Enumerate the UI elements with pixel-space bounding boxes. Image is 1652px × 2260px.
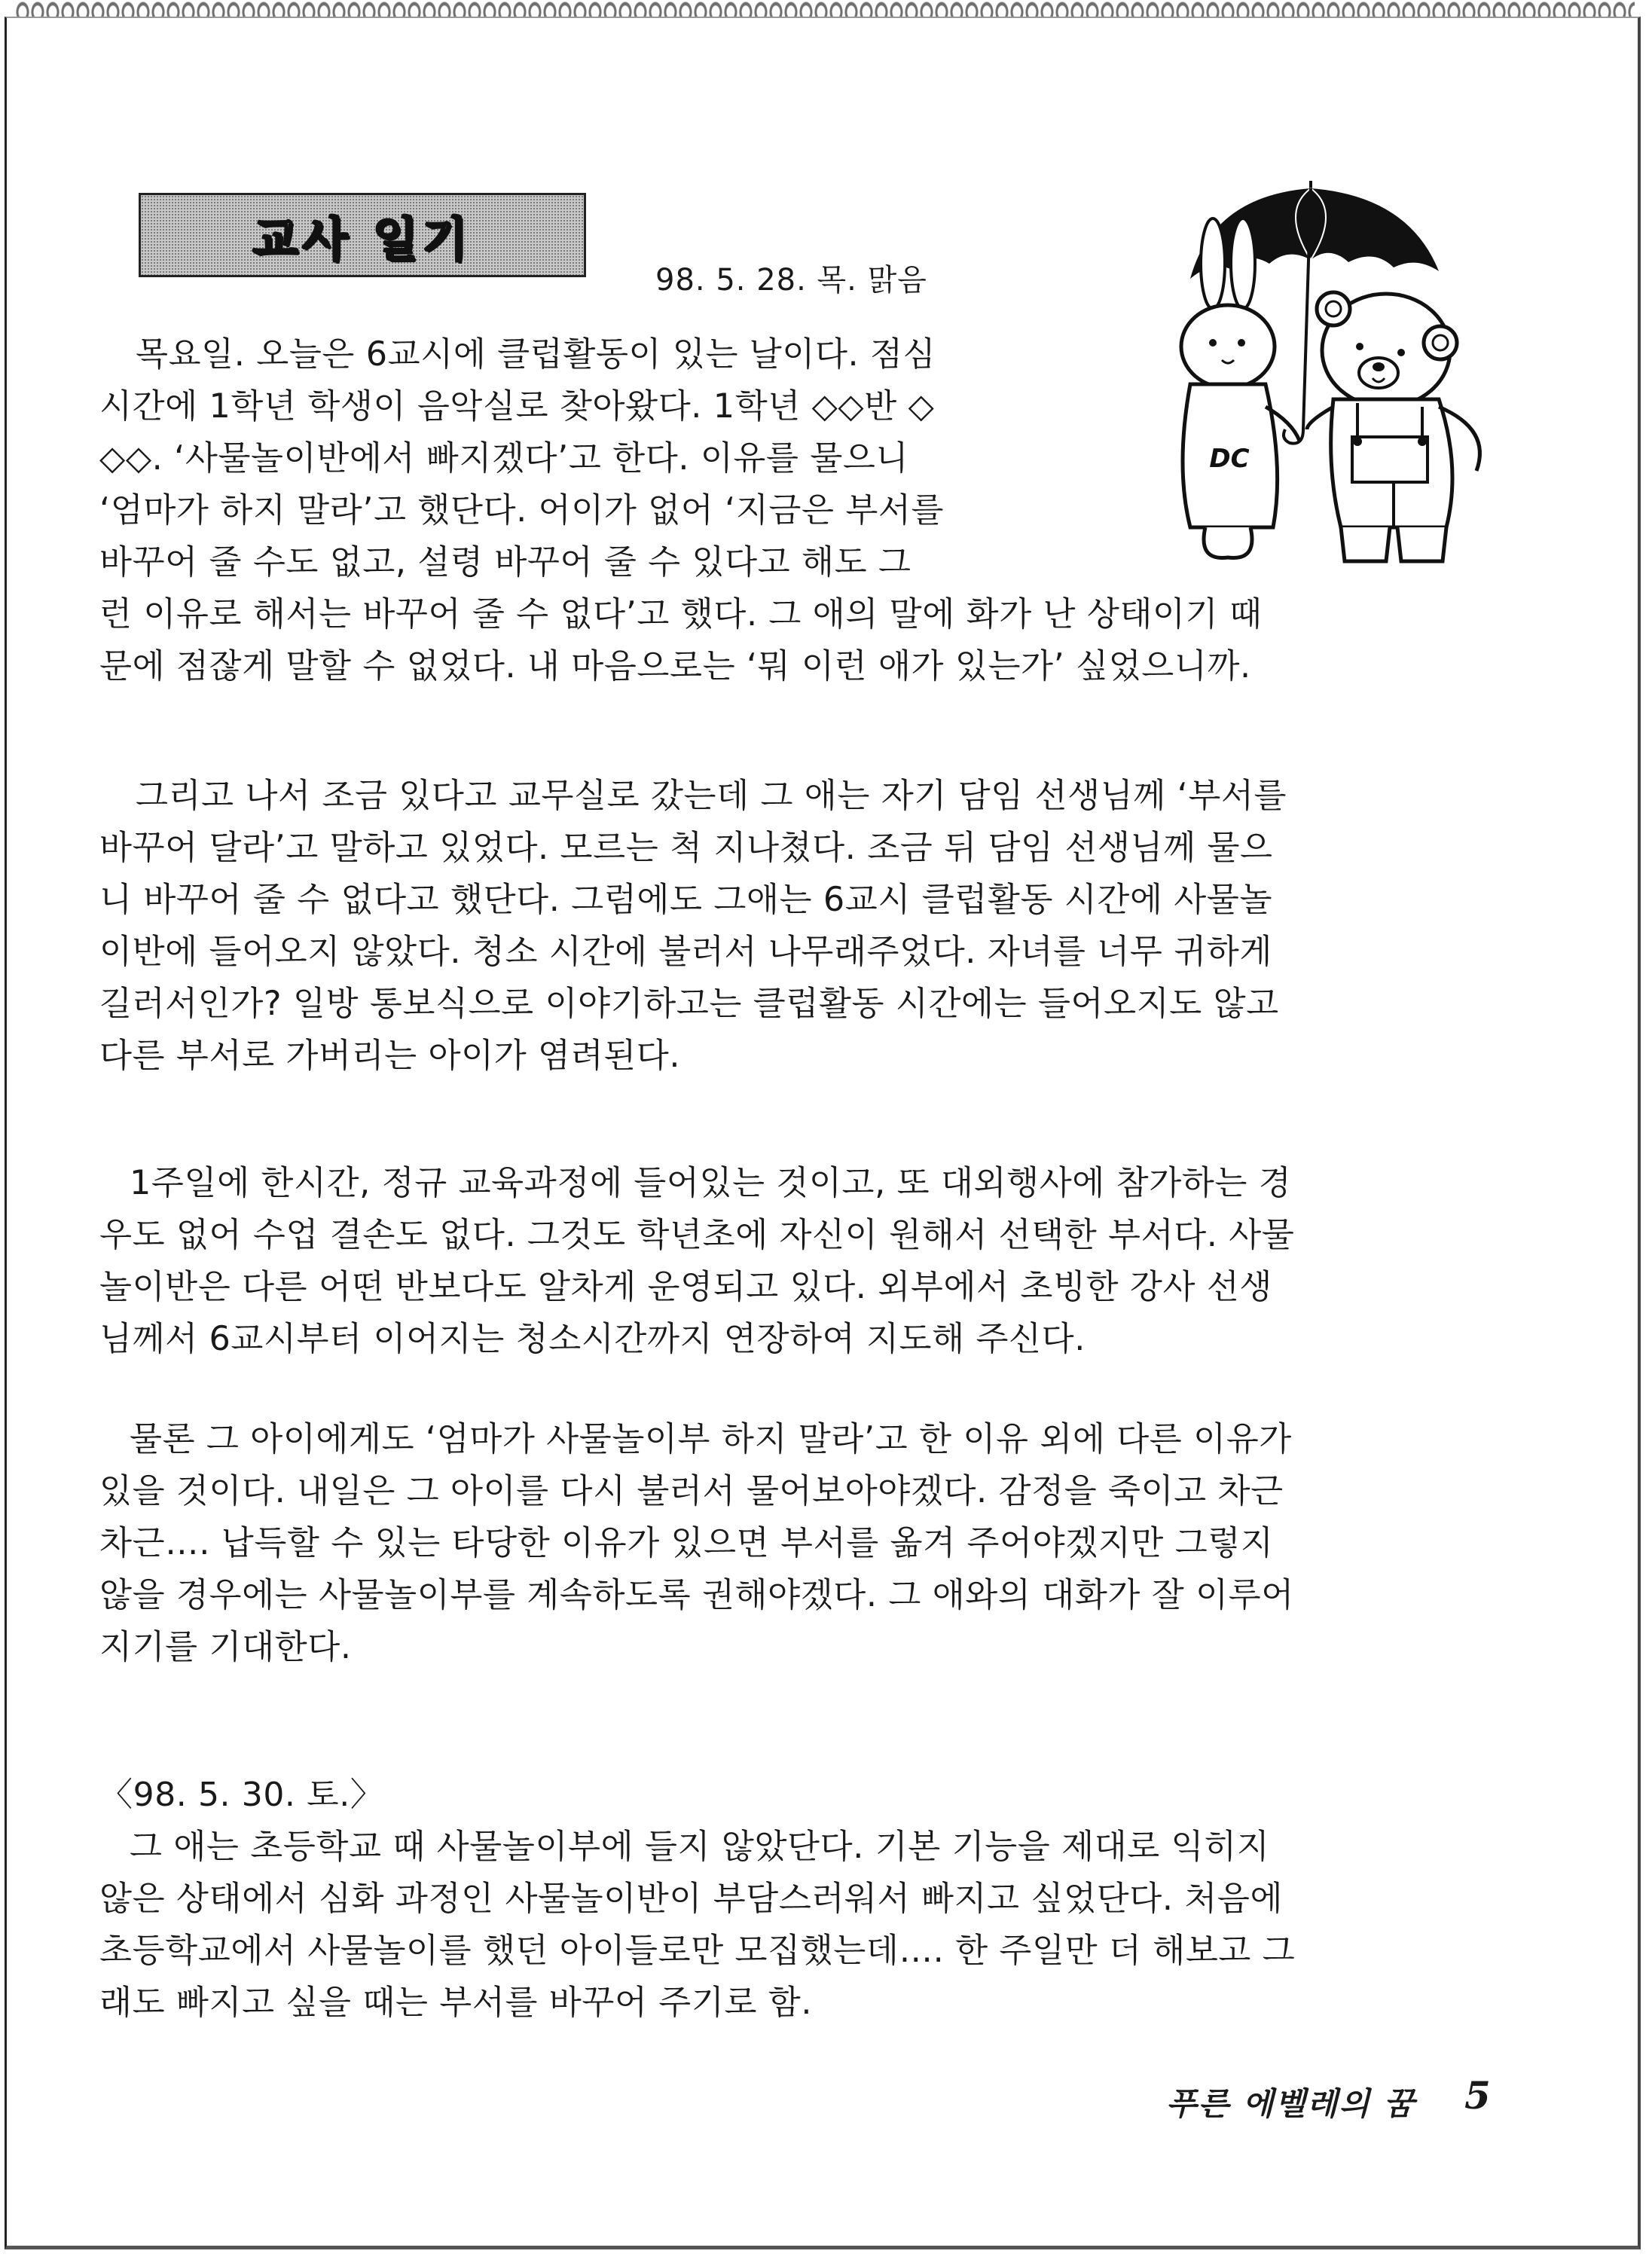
text-line: 래도 빠지고 싶을 때는 부서를 바꾸어 주기로 함. [99,1984,813,2022]
text-line: 지기를 기대한다. [99,1628,352,1666]
text-line: 문에 점잖게 말할 수 없었다. 내 마음으로는 ‘뭐 이런 애가 있는가’ 싶었으니까. [99,647,1251,686]
text-line: ◇◇. ‘사물놀이반에서 빠지겠다’고 한다. 이유를 물으니 [99,439,909,478]
followup-date: 〈98. 5. 30. 토.〉 [99,1776,384,1814]
paragraph-2 [99,770,1501,1082]
text-line: 차근…. 납득할 수 있는 타당한 이유가 있으면 부서를 옮겨 주어야겠지만 그렇지 [99,1524,1274,1562]
paragraph-1 [99,328,1501,692]
text-line: 1주일에 한시간, 정규 교육과정에 들어있는 것이고, 또 대외행사에 참가하는 경 [130,1164,1292,1202]
text-line: 물론 그 아이에게도 ‘엄마가 사물놀이부 하지 말라’고 한 이유 외에 다른 이유가 [130,1420,1292,1458]
paragraph-3 [99,1157,1501,1365]
text-line: 시간에 1학년 학생이 음악실로 찾아왔다. 1학년 ◇◇반 ◇ [99,387,935,426]
title-banner [139,193,586,277]
text-line: 다른 부서로 가버리는 아이가 염려된다. [99,1037,681,1075]
text-line: 초등학교에서 사물놀이를 했던 아이들로만 모집했는데…. 한 주일만 더 해보고 그 [99,1932,1296,1970]
text-line: 있을 것이다. 내일은 그 아이를 다시 불러서 물어보아야겠다. 감정을 죽이고 차근 [99,1472,1284,1510]
text-line: 그 애는 초등학교 때 사물놀이부에 들지 않았단다. 기본 기능을 제대로 익히지 [130,1828,1270,1866]
text-line: 런 이유로 해서는 바꾸어 줄 수 없다’고 했다. 그 애의 말에 화가 난 상태이기 때 [99,595,1263,634]
page-title: 교사 일기 [252,211,472,267]
text-line: 놀이반은 다른 어떤 반보다도 알차게 운영되고 있다. 외부에서 초빙한 강사 선생 [99,1268,1272,1306]
text-line: 목요일. 오늘은 6교시에 클럽활동이 있는 날이다. 점심 [136,335,936,374]
text-line: 바꾸어 달라’고 말하고 있었다. 모르는 척 지나쳤다. 조금 뒤 담임 선생님께 물으 [99,829,1273,867]
diary-date: 98. 5. 28. 목. 맑음 [655,263,927,298]
text-line: 그리고 나서 조금 있다고 교무실로 갔는데 그 애는 자기 담임 선생님께 ‘부서를 [136,777,1287,815]
page-number: 5 [1464,2073,1491,2118]
text-line: 님께서 6교시부터 이어지는 청소시간까지 연장하여 지도해 주신다. [99,1320,1086,1358]
text-line: 니 바꾸어 줄 수 없다고 했단다. 그럼에도 그애는 6교시 클럽활동 시간에 사물놀 [99,881,1273,919]
text-line: 이반에 들어오지 않았다. 청소 시간에 불러서 나무래주었다. 자녀를 너무 귀하게 [99,933,1272,971]
followup-section [99,1769,1501,2029]
paragraph-4 [99,1413,1501,1673]
text-line: 않은 상태에서 심화 과정인 사물놀이반이 부담스러워서 빠지고 싶었단다. 처음에 [99,1880,1284,1918]
text-line: 우도 없어 수업 결손도 없다. 그것도 학년초에 자신이 원해서 선택한 부서다. 사물 [99,1216,1295,1254]
text-line: 길러서인가? 일방 통보식으로 이야기하고는 클럽활동 시간에는 들어오지도 않고 [99,985,1279,1023]
text-line: ‘엄마가 하지 말라’고 했단다. 어이가 없어 ‘지금은 부서를 [99,491,945,530]
footer-publication-title: 푸른 에벨레의 꿈 [1166,2085,1416,2122]
badge-text: DC [1209,444,1250,474]
text-line: 바꾸어 줄 수도 없고, 설령 바꾸어 줄 수 있다고 해도 그 [99,543,912,582]
text-line: 않을 경우에는 사물놀이부를 계속하도록 권해야겠다. 그 애와의 대화가 잘 이루어 [99,1576,1294,1614]
